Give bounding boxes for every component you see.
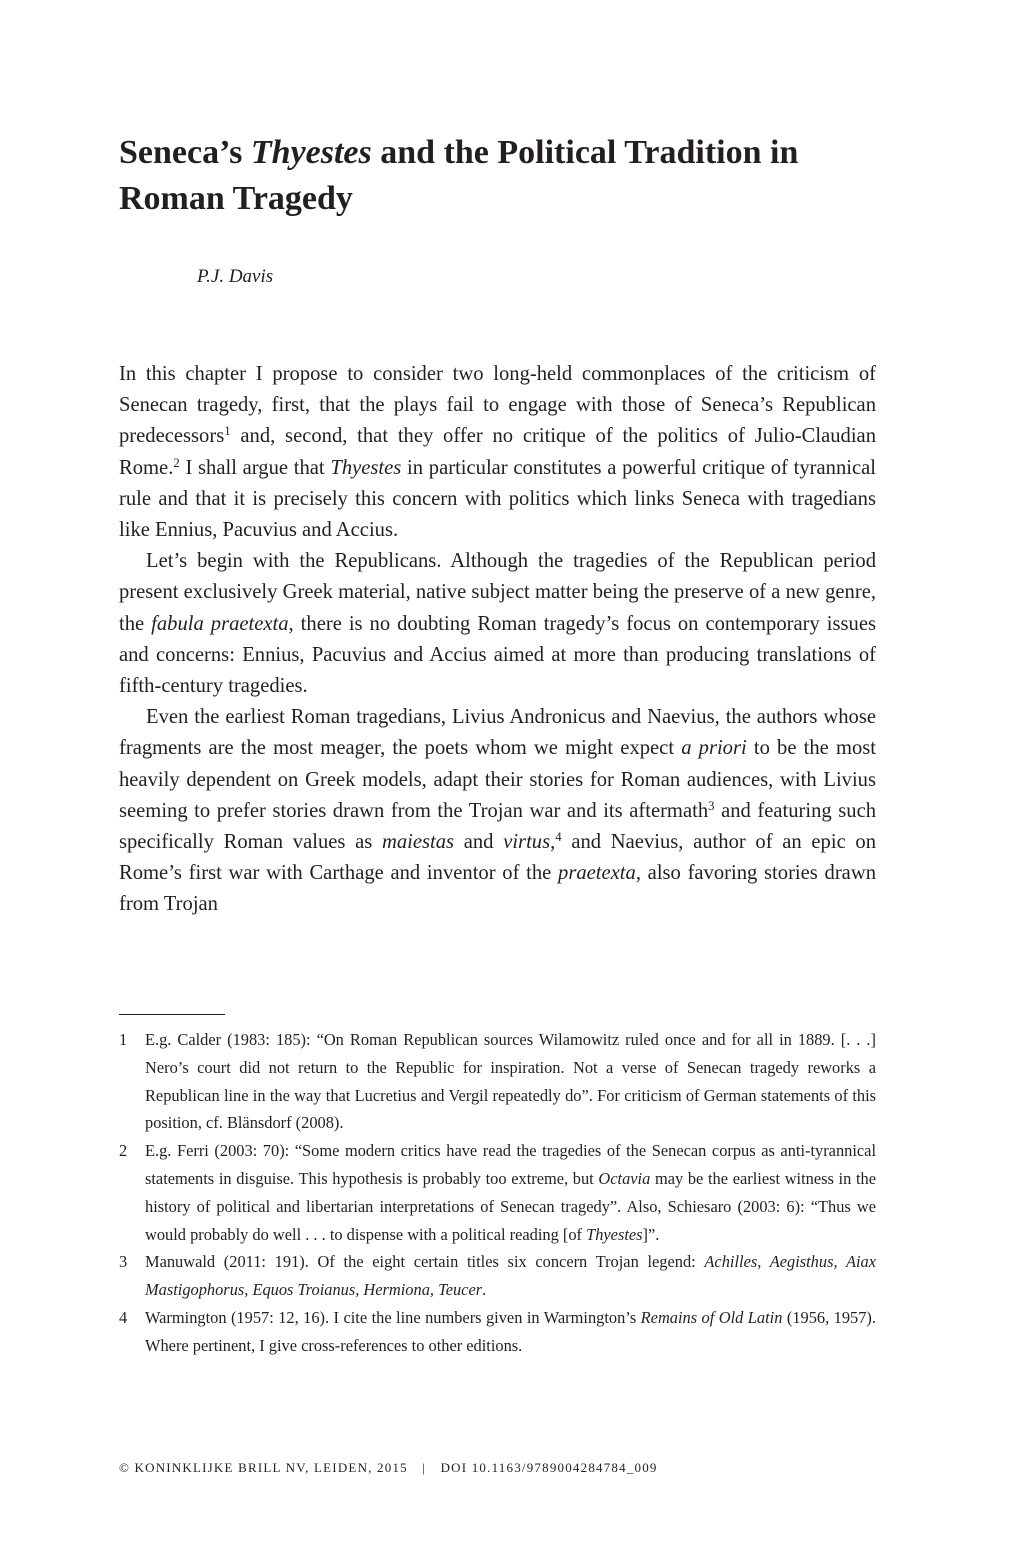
- footnote-4: [119, 1304, 876, 1360]
- footnote-4-italic-1: Remains of Old Latin: [640, 1307, 783, 1327]
- footnote-number-3: 3: [119, 1252, 128, 1272]
- p3-text-6: and Naevius, author of an epic on Rome’s first war with Carthage and inventor of the: [119, 831, 877, 885]
- p1-text-4: in particular constitutes a powerful critique of tyrannical rule and that it is precisely this concern with politics which links Seneca with tragedians like Ennius, Pacuvius and Accius.: [119, 456, 876, 542]
- footer-separator: |: [422, 1460, 427, 1475]
- title-part-2: and the Political Tradition in Roman Tragedy: [119, 134, 799, 217]
- footnote-2-italic-1: Octavia: [598, 1168, 651, 1188]
- footnote-1-text: E.g. Calder (1983: 185): “On Roman Republican sources Wilamowitz ruled once and for all in 1889. [. . .] Nero’s court did not return to the Republic for inspiration. Not a verse of Senecan tragedy reworks a Republican line in the way that Lucretius and Vergil repeatedly do”. For criticism of German statements of this position, cf. Blänsdorf (2008).: [145, 1030, 876, 1133]
- footnote-2-text-2: may be the earliest witness in the history of political and libertarian interpretations of Senecan tragedy”. Also, Schiesaro (2003: 6): “Thus we would probably do well . . . to dispense with a political reading [of: [145, 1168, 876, 1244]
- footnote-number-1: 1: [119, 1030, 128, 1049]
- p1-text-1: In this chapter I propose to consider two long-held commonplaces of the criticism of Senecan tragedy, first, that the plays fail to engage with those of Seneca’s Republican predecessors: [119, 363, 876, 448]
- footnote-2-text-1: E.g. Ferri (2003: 70): “Some modern critics have read the tragedies of the Senecan corpus as anti-tyrannical statements in disguise. This hypothesis is probably too extreme, but: [145, 1141, 876, 1188]
- body-text: [119, 359, 876, 921]
- chapter-author: P.J. Davis: [197, 266, 274, 287]
- footnote-4-text-1: Warmington (1957: 12, 16). I cite the line numbers given in Warmington’s: [145, 1307, 641, 1327]
- footnote-2-italic-2: Thyestes: [586, 1224, 643, 1244]
- paragraph-3: [119, 702, 876, 920]
- footnote-1: [119, 1026, 876, 1137]
- footnote-3-italic-1: Achilles, Aegisthus, Aiax Mastigophorus, Equos Troianus, Hermiona, Teucer: [145, 1252, 876, 1300]
- title-part-1: Seneca’s: [119, 134, 251, 171]
- chapter-title: [119, 130, 899, 222]
- p3-italic-3: virtus: [503, 831, 551, 854]
- p3-italic-2: maiestas: [381, 831, 455, 854]
- p3-text-4: and: [454, 831, 504, 854]
- p2-italic-1: fabula praetexta: [151, 612, 289, 635]
- footnote-3-text-1: Manuwald (2011: 191). Of the eight certain titles six concern Trojan legend:: [145, 1252, 705, 1272]
- p3-italic-4: praetexta: [558, 862, 636, 885]
- doi-link[interactable]: DOI 10.1163/9789004284784_009: [440, 1460, 658, 1475]
- p1-text-2: and, second, that they offer no critique of the politics of Julio-Claudian Rome.: [119, 425, 876, 479]
- footnote-3: [119, 1248, 876, 1304]
- footnotes: [119, 1026, 876, 1360]
- footnote-ref-1[interactable]: 1: [224, 424, 231, 439]
- footnote-ref-3[interactable]: 3: [708, 798, 715, 813]
- footnote-ref-2[interactable]: 2: [173, 455, 180, 470]
- page-footer: [119, 1460, 819, 1476]
- p1-italic-1: Thyestes: [330, 456, 402, 479]
- p3-text-2: to be the most heavily dependent on Greek models, adapt their stories for Roman audiences, with Livius seeming to prefer stories drawn from the Trojan war and its aftermath: [119, 737, 876, 822]
- p1-text-3: I shall argue that: [179, 456, 331, 479]
- p3-text-3: and featuring such specifically Roman values as: [119, 799, 877, 854]
- paragraph-1: [119, 359, 876, 546]
- p3-italic-1: a priori: [681, 737, 747, 760]
- copyright-icon: ©: [119, 1460, 131, 1475]
- p3-text-5: ,: [550, 831, 556, 854]
- footnote-2: [119, 1137, 876, 1248]
- p3-text-7: , also favoring stories drawn from Trojan: [119, 862, 876, 916]
- publisher-text: KONINKLIJKE BRILL NV, LEIDEN, 2015: [134, 1460, 408, 1475]
- p3-text-1: Even the earliest Roman tragedians, Livius Andronicus and Naevius, the authors whose fragments are the most meager, the poets whom we might expect: [119, 706, 876, 760]
- footnote-4-text-2: (1956, 1957). Where pertinent, I give cross-references to other editions.: [145, 1307, 876, 1355]
- paragraph-2: [119, 546, 876, 702]
- footnote-ref-4[interactable]: 4: [555, 830, 562, 845]
- p2-text-1: Let’s begin with the Republicans. Although the tragedies of the Republican period present exclusively Greek material, native subject matter being the preserve of a new genre, the: [119, 550, 876, 635]
- footnote-number-2: 2: [119, 1141, 128, 1161]
- p2-text-2: , there is no doubting Roman tragedy’s focus on contemporary issues and concerns: Ennius, Pacuvius and Accius aimed at more than producing translations of fifth-century tragedies.: [119, 612, 876, 698]
- footnote-number-4: 4: [119, 1307, 128, 1327]
- title-italic: Thyestes: [250, 134, 372, 171]
- footnote-2-text-3: ]”.: [642, 1224, 660, 1244]
- footnote-3-text-2: .: [482, 1280, 487, 1300]
- footnote-divider: [119, 1014, 225, 1015]
